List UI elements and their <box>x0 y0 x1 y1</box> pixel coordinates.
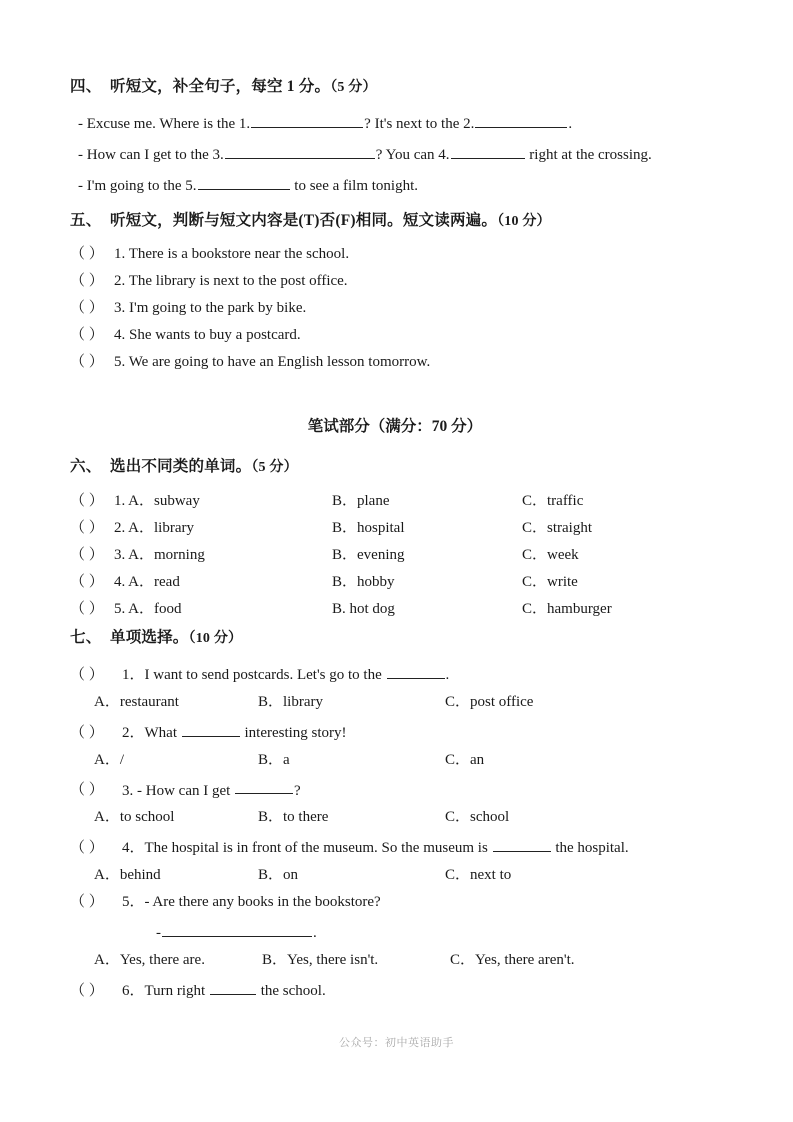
s4-l1-text-a: - Excuse me. Where is the 1. <box>78 116 251 133</box>
s7-q5-blank[interactable] <box>162 922 312 937</box>
s6-option-c[interactable]: C．write <box>522 573 578 590</box>
section-7-question-2 <box>70 722 720 741</box>
section-4-line-3 <box>70 175 720 194</box>
s6-row-question <box>70 575 180 590</box>
section-7-heading <box>70 629 720 646</box>
s5-item-text: 5. We are going to have an English lesson tomorrow. <box>114 354 431 371</box>
s7-q5-dash: - <box>156 924 161 941</box>
s4-l2-text-a: - How can I get to the 3. <box>78 146 224 163</box>
section-6-row <box>70 521 720 536</box>
s7-q4-option-c[interactable]: C．next to <box>445 867 512 884</box>
s6-option-b[interactable]: B. hot dog <box>332 600 395 617</box>
s6-option-b[interactable]: B．evening <box>332 546 405 563</box>
s6-option-a[interactable]: 3. A．morning <box>114 546 205 563</box>
s7-q1-option-b[interactable]: B．library <box>258 693 323 710</box>
section-7-options-3 <box>70 810 720 825</box>
s7-q5-option-b[interactable]: B．Yes, there isn't. <box>262 951 379 968</box>
section-7-question-3 <box>70 780 720 799</box>
s4-blank-3[interactable] <box>225 144 375 159</box>
s7-q4-option-b[interactable]: B．on <box>258 867 299 884</box>
section-7-options-5 <box>70 953 720 968</box>
s6-row-question <box>70 548 205 563</box>
section-7-number: 七、 <box>70 628 102 646</box>
s7-q1-blank[interactable] <box>387 664 445 679</box>
s4-blank-2[interactable] <box>475 113 567 128</box>
s6-row-question <box>70 521 194 536</box>
s7-q3-stem-b: ? <box>294 782 301 799</box>
s5-item-text: 2. The library is next to the post office. <box>114 273 348 290</box>
section-7-options-1 <box>70 695 720 710</box>
s7-q3-option-b[interactable]: B．to there <box>258 809 329 826</box>
s6-option-a[interactable]: 2. A．library <box>114 519 194 536</box>
section-4-line-2 <box>70 144 720 163</box>
s7-q1-stem-a: 1．I want to send postcards. Let's go to the <box>122 666 386 683</box>
answer-bracket[interactable]: （ ） <box>70 666 104 683</box>
section-6-row <box>70 494 720 509</box>
s6-option-a[interactable]: 1. A．subway <box>114 492 200 509</box>
s4-l1-text-b: ? It's next to the 2. <box>364 116 475 133</box>
section-4-heading <box>70 78 720 95</box>
s7-q1-option-a[interactable]: A．restaurant <box>94 693 179 710</box>
answer-bracket[interactable]: （ ） <box>70 519 104 536</box>
answer-bracket[interactable]: （ ） <box>70 573 104 590</box>
s7-q2-option-b[interactable]: B．a <box>258 751 290 768</box>
section-4-points: （5 分） <box>330 80 377 95</box>
s6-option-a[interactable]: 5. A．food <box>114 600 182 617</box>
s6-row-question <box>70 602 182 617</box>
answer-bracket[interactable]: （ ） <box>70 246 104 263</box>
s4-l3-text-b: to see a film tonight. <box>290 177 419 194</box>
section-6-heading <box>70 458 720 475</box>
s7-q2-option-c[interactable]: C．an <box>445 751 485 768</box>
section-7-question-6 <box>70 980 720 999</box>
answer-bracket[interactable]: （ ） <box>70 354 104 371</box>
s4-blank-1[interactable] <box>251 113 363 128</box>
answer-bracket[interactable]: （ ） <box>70 300 104 317</box>
section-6-title: 选出不同类的单词。 <box>110 458 252 476</box>
s7-q5-stem-a: 5．- Are there any books in the bookstore? <box>122 894 381 911</box>
section-6-points: （5 分） <box>251 460 298 476</box>
s7-q4-blank[interactable] <box>493 837 551 852</box>
answer-bracket[interactable]: （ ） <box>70 782 104 799</box>
s5-item-text: 1. There is a bookstore near the school. <box>114 246 350 263</box>
s7-q1-option-c[interactable]: C．post office <box>445 693 534 710</box>
s6-option-c[interactable]: C．traffic <box>522 492 584 509</box>
s4-l2-text-b: ? You can 4. <box>375 146 450 163</box>
section-7-options-4 <box>70 868 720 883</box>
s7-q6-blank[interactable] <box>210 980 256 995</box>
s7-q3-option-a[interactable]: A．to school <box>94 809 175 826</box>
s7-q3-option-c[interactable]: C．school <box>445 809 510 826</box>
footer-watermark: 公众号：初中英语助手 <box>339 1036 454 1049</box>
answer-bracket[interactable]: （ ） <box>70 982 104 999</box>
s6-row-question <box>70 494 200 509</box>
section-4-line-1 <box>70 113 720 132</box>
section-5-heading <box>70 212 720 229</box>
section-5-item-3 <box>70 301 720 316</box>
s4-l1-text-c: . <box>568 116 573 133</box>
s7-q5-option-a[interactable]: A．Yes, there are. <box>94 951 205 968</box>
s6-option-b[interactable]: B．plane <box>332 492 390 509</box>
section-7-question-5 <box>70 895 720 910</box>
section-7-points: （10 分） <box>188 630 243 646</box>
section-6-row <box>70 602 720 617</box>
section-4-title: 听短文，补全句子，每空 1 分。 <box>110 78 331 95</box>
section-5-points: （10 分） <box>497 213 551 229</box>
s4-blank-5[interactable] <box>198 175 290 190</box>
answer-bracket[interactable]: （ ） <box>70 492 104 509</box>
s7-q3-stem-a: 3. - How can I get <box>122 782 235 799</box>
section-6-row <box>70 575 720 590</box>
section-6-row <box>70 548 720 563</box>
s7-q4-stem-b: the hospital. <box>551 840 629 857</box>
s6-option-c[interactable]: C．week <box>522 546 579 563</box>
answer-bracket[interactable]: （ ） <box>70 327 104 344</box>
written-part-title: 笔试部分（满分：70 分） <box>307 418 483 436</box>
s6-option-b[interactable]: B．hospital <box>332 519 405 536</box>
s7-q1-stem-b: . <box>445 666 450 683</box>
s7-q3-blank[interactable] <box>235 780 293 795</box>
s7-q2-stem-b: interesting story! <box>240 724 347 741</box>
s7-q4-stem-a: 4．The hospital is in front of the museum. So the museum is <box>122 840 492 857</box>
section-5-number: 五、 <box>70 211 102 229</box>
s7-q2-blank[interactable] <box>182 722 240 737</box>
s4-l3-text-a: - I'm going to the 5. <box>78 177 197 194</box>
page-content <box>70 78 720 999</box>
s7-q6-stem-b: the school. <box>256 982 326 999</box>
s5-item-text: 4. She wants to buy a postcard. <box>114 327 301 344</box>
s7-q2-option-a[interactable]: A．/ <box>94 751 125 768</box>
s6-option-c[interactable]: C．hamburger <box>522 600 612 617</box>
s7-q2-stem-a: 2．What <box>122 724 181 741</box>
section-4-number: 四、 <box>70 78 102 95</box>
s6-option-c[interactable]: C．straight <box>522 519 592 536</box>
section-6-number: 六、 <box>70 458 102 476</box>
section-5-item-2 <box>70 274 720 289</box>
section-5-item-5 <box>70 355 720 370</box>
s4-blank-4[interactable] <box>451 144 525 159</box>
section-7-options-2 <box>70 753 720 768</box>
answer-bracket[interactable]: （ ） <box>70 546 104 563</box>
section-7-question-5-answer-line <box>70 922 720 941</box>
section-7-question-4 <box>70 837 720 856</box>
section-5-item-1 <box>70 247 720 262</box>
s7-q5-option-c[interactable]: C．Yes, there aren't. <box>450 951 575 968</box>
s7-q6-stem-a: 6．Turn right <box>122 982 209 999</box>
answer-bracket[interactable]: （ ） <box>70 724 104 741</box>
answer-bracket[interactable]: （ ） <box>70 600 104 617</box>
answer-bracket[interactable]: （ ） <box>70 840 104 857</box>
section-7-question-1 <box>70 664 720 683</box>
s5-item-text: 3. I'm going to the park by bike. <box>114 300 307 317</box>
s7-q4-option-a[interactable]: A．behind <box>94 867 161 884</box>
section-7-title: 单项选择。 <box>110 628 189 646</box>
s4-l2-text-c: right at the crossing. <box>525 146 652 163</box>
s6-option-b[interactable]: B．hobby <box>332 573 395 590</box>
s6-option-a[interactable]: 4. A．read <box>114 573 180 590</box>
answer-bracket[interactable]: （ ） <box>70 894 104 911</box>
s7-q5-period: . <box>313 924 317 941</box>
answer-bracket[interactable]: （ ） <box>70 273 104 290</box>
section-5-title: 听短文，判断与短文内容是(T)否(F)相同。短文读两遍。 <box>110 211 498 229</box>
section-5-item-4 <box>70 328 720 343</box>
